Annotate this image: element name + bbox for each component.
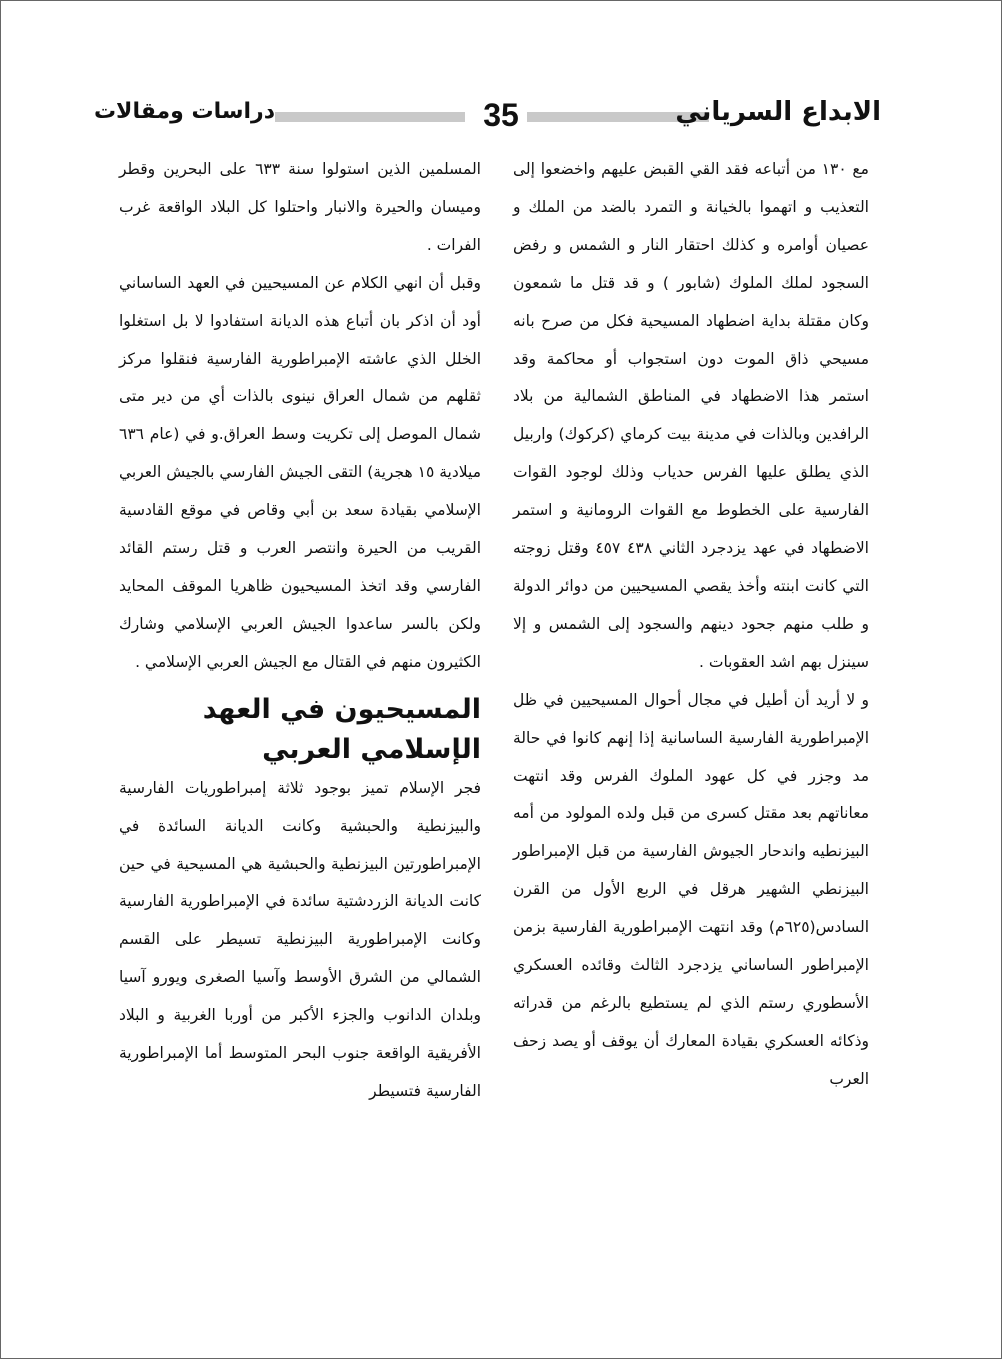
section-title: دراسات ومقالات <box>93 99 275 124</box>
right-column <box>513 151 869 1099</box>
page-number: 35 <box>483 97 519 133</box>
magazine-title: الابداع السرياني <box>675 97 881 127</box>
paragraph: المسلمين الذين استولوا سنة ٦٣٣ على البحرين وقطر وميسان والحيرة والانبار واحتلوا كل البلاد الواقعة غرب الفرات . <box>119 160 481 254</box>
paragraph: وقبل أن انهي الكلام عن المسيحيين في العهد الساساني أود أن اذكر بان أتباع هذه الديانة استفادوا لا بل استغلوا الخلل الذي عاشته الإمبراطورية الفارسية فنقلوا مركز ثقلهم من شمال العراق نينوى بالذات أي من دير متى شمال الموصل إلى تكريت وسط العراق.و في (عام ٦٣٦ ميلادية ١٥ هجرية) التقى الجيش الفارسي بالجيش العربي الإسلامي بقيادة سعد بن أبي وقاص في موقع القادسية القريب من الحيرة وانتصر العرب و قتل رستم القائد الفارسي وقد اتخذ المسيحيون ظاهريا الموقف المحايد ولكن بالسر ساعدوا الجيش العربي الإسلامي وشارك الكثيرون منهم في القتال مع الجيش العربي الإسلامي . <box>119 273 482 671</box>
paragraph: و لا أريد أن أطيل في مجال أحوال المسيحيين في ظل الإمبراطورية الفارسية الساسانية إذا إنهم كانوا في حالة مد وجزر في كل عهود الملوك الفرس وقد انتهت معاناتهم بعد مقتل كسرى من قبل ولده المولود من أمه البيزنطيه واندحار الجيوش الفارسية من قبل الإمبراطور البيزنطي الشهير هرقل في الربع الأول من القرن السادس(٦٢٥م) وقد انتهت الإمبراطورية الفارسية بزمن الإمبراطور الساساني يزدجرد الثالث وقائده العسكري الأسطوري رستم الذي لم يستطيع بالرغم من قدراته وذكائه العسكري بقيادة المعارك أن يوقف أو يصد زحف العرب <box>513 690 869 1088</box>
section-heading: المسيحيون في العهد الإسلامي العربي <box>202 693 481 765</box>
paragraph: مع ١٣٠ من أتباعه فقد القي القبض عليهم واخضعوا إلى التعذيب و اتهموا بالخيانة و التمرد بالضد من الملك و عصيان أوامره و كذلك احتقار النار و الشمس و رفض السجود لملك الملوك (شابور ) و قد قتل ما شمعون وكان مقتلة بداية اضطهاد المسيحية فكل من صرح بانه مسيحي ذاق الموت دون استجواب أو محاكمة وقد استمر هذا الاضطهاد في المناطق الشمالية من بلاد الرافدين وبالذات في مدينة بيت كرماي (كركوك) واربيل الذي يطلق عليها الفرس حدياب وذلك لوجود القوات الفارسية على الخطوط مع القوات الرومانية و استمر الاضطهاد في عهد يزدجرد الثاني ٤٣٨ ٤٥٧ وقتل زوجته التي كانت ابنته وأخذ يقصي المسيحيين من دوائر الدولة و طلب منهم جحود دينهم والسجود إلى الشمس و إلا سينزل بهم اشد العقوبات . <box>513 160 869 671</box>
paragraph: فجر الإسلام تميز بوجود ثلاثة إمبراطوريات الفارسية والبيزنطية والحبشية وكانت الديانة السائدة في الإمبراطورتين البيزنطية والحبشية هي المسيحية في حين كانت الديانة الزردشتية سائدة في الإمبراطورية الفارسية وكانت الإمبراطورية البيزنطية تسيطر على القسم الشمالي من الشرق الأوسط وآسيا الصغرى ويورو آسيا وبلدان الدانوب والجزء الأكبر من أوربا الغربية و البلاد الأفريقية الواقعة جنوب البحر المتوسط أما الإمبراطورية الفارسية فتسيطر <box>119 778 481 1100</box>
header-rule-left <box>275 112 465 122</box>
left-column <box>119 151 481 1111</box>
